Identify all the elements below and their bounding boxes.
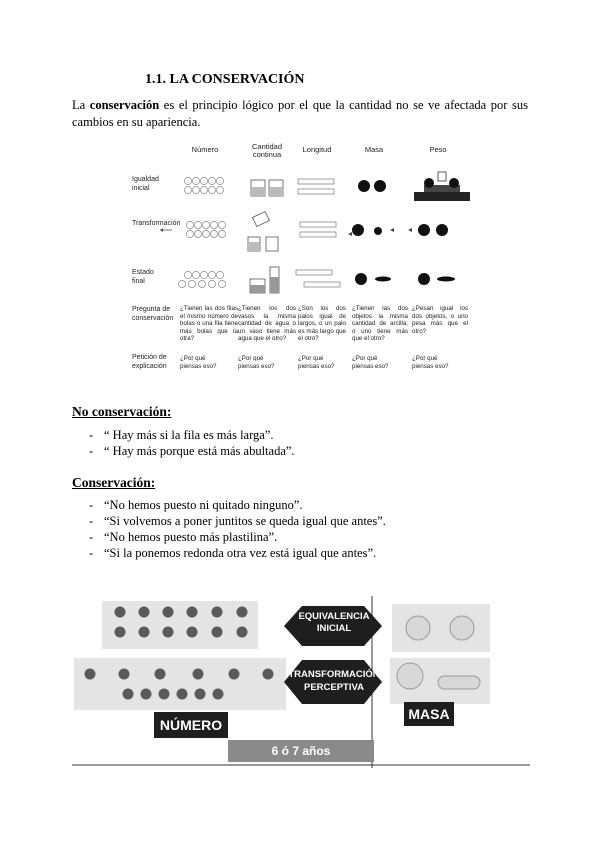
header-peso: Peso	[429, 145, 447, 154]
conservacion-list	[72, 497, 528, 561]
age-label: 6 ó 7 años	[271, 744, 331, 758]
row-label-transformacion: Transformación	[132, 220, 181, 227]
explanation-numero: ¿Por qué piensas eso?	[180, 355, 217, 370]
question-masa: ¿Tienen las dos objetos la misma cantidad de arcilla, o uno tiene más que el otro?	[352, 305, 408, 342]
question-cantidad: ¿Tienen los dos vasos la misma cantidad de agua o un vaso tiene más agua que el otro?	[238, 305, 296, 342]
list-item: - “Si volvemos a poner juntitos se queda igual que antes”.	[72, 513, 528, 529]
label-masa: MASA	[408, 706, 450, 722]
explanation-masa: ¿Por qué piensas eso?	[352, 355, 389, 370]
header-longitud: Longitud	[302, 145, 332, 154]
list-item: - “ Hay más si la fila es más larga”.	[72, 427, 528, 443]
list-item: - “No hemos puesto ni quitado ninguno”.	[72, 497, 528, 513]
conservation-illustrations	[128, 142, 480, 302]
row-label-igualdad: Igualdad inicial	[132, 176, 159, 192]
explanation-peso: ¿Por qué piensas eso?	[412, 355, 449, 370]
label-numero: NÚMERO	[159, 717, 223, 733]
question-numero: ¿Tienen las dos filas el mismo número de bolas o una fila tiene más bolas que la otra?	[180, 305, 238, 342]
row-label-estado-final: Estado final	[132, 269, 154, 285]
header-masa: Masa	[364, 145, 384, 154]
question-peso: ¿Pesan igual los dos objetos, o uno pesa más que el otro?	[412, 305, 468, 335]
header-cantidad: Cantidad continua	[251, 142, 283, 159]
list-item: - “Si la ponemos redonda otra vez está igual que antes”.	[72, 545, 528, 561]
arrow-transformacion-text: TRANSFORMACIÓN PERCEPTIVA	[288, 669, 380, 693]
section-title: 1.1. LA CONSERVACIÓN	[145, 72, 305, 87]
row-label-pregunta: Pregunta de conservación	[132, 306, 174, 322]
conservacion-heading: Conservación:	[72, 475, 156, 490]
no-conservacion-list	[72, 427, 528, 459]
intro-paragraph: La conservación es el principio lógico por el que la cantidad no se ve afectada por sus cambios en su apariencia.	[72, 98, 528, 129]
row-label-peticion: Petición de explicación	[132, 354, 167, 370]
header-numero: Número	[191, 145, 219, 154]
arrow-equivalencia-text: EQUIVALENCIA INICIAL	[298, 611, 370, 634]
equivalence-figure	[72, 596, 530, 768]
explanation-cantidad: ¿Por qué piensas eso?	[238, 355, 275, 370]
list-item: - “ Hay más porque está más abultada”.	[72, 443, 528, 459]
explanation-longitud: ¿Por qué piensas eso?	[298, 355, 335, 370]
question-longitud: ¿Son los dos palos igual de largos, o un palo es más largo que el otro?	[298, 305, 346, 342]
conservation-tasks-figure	[128, 142, 480, 376]
no-conservacion-heading: No conservación:	[72, 404, 172, 419]
intro-bold-term: conservación	[89, 98, 160, 112]
list-item: - “No hemos puesto más plastilina”.	[72, 529, 528, 545]
